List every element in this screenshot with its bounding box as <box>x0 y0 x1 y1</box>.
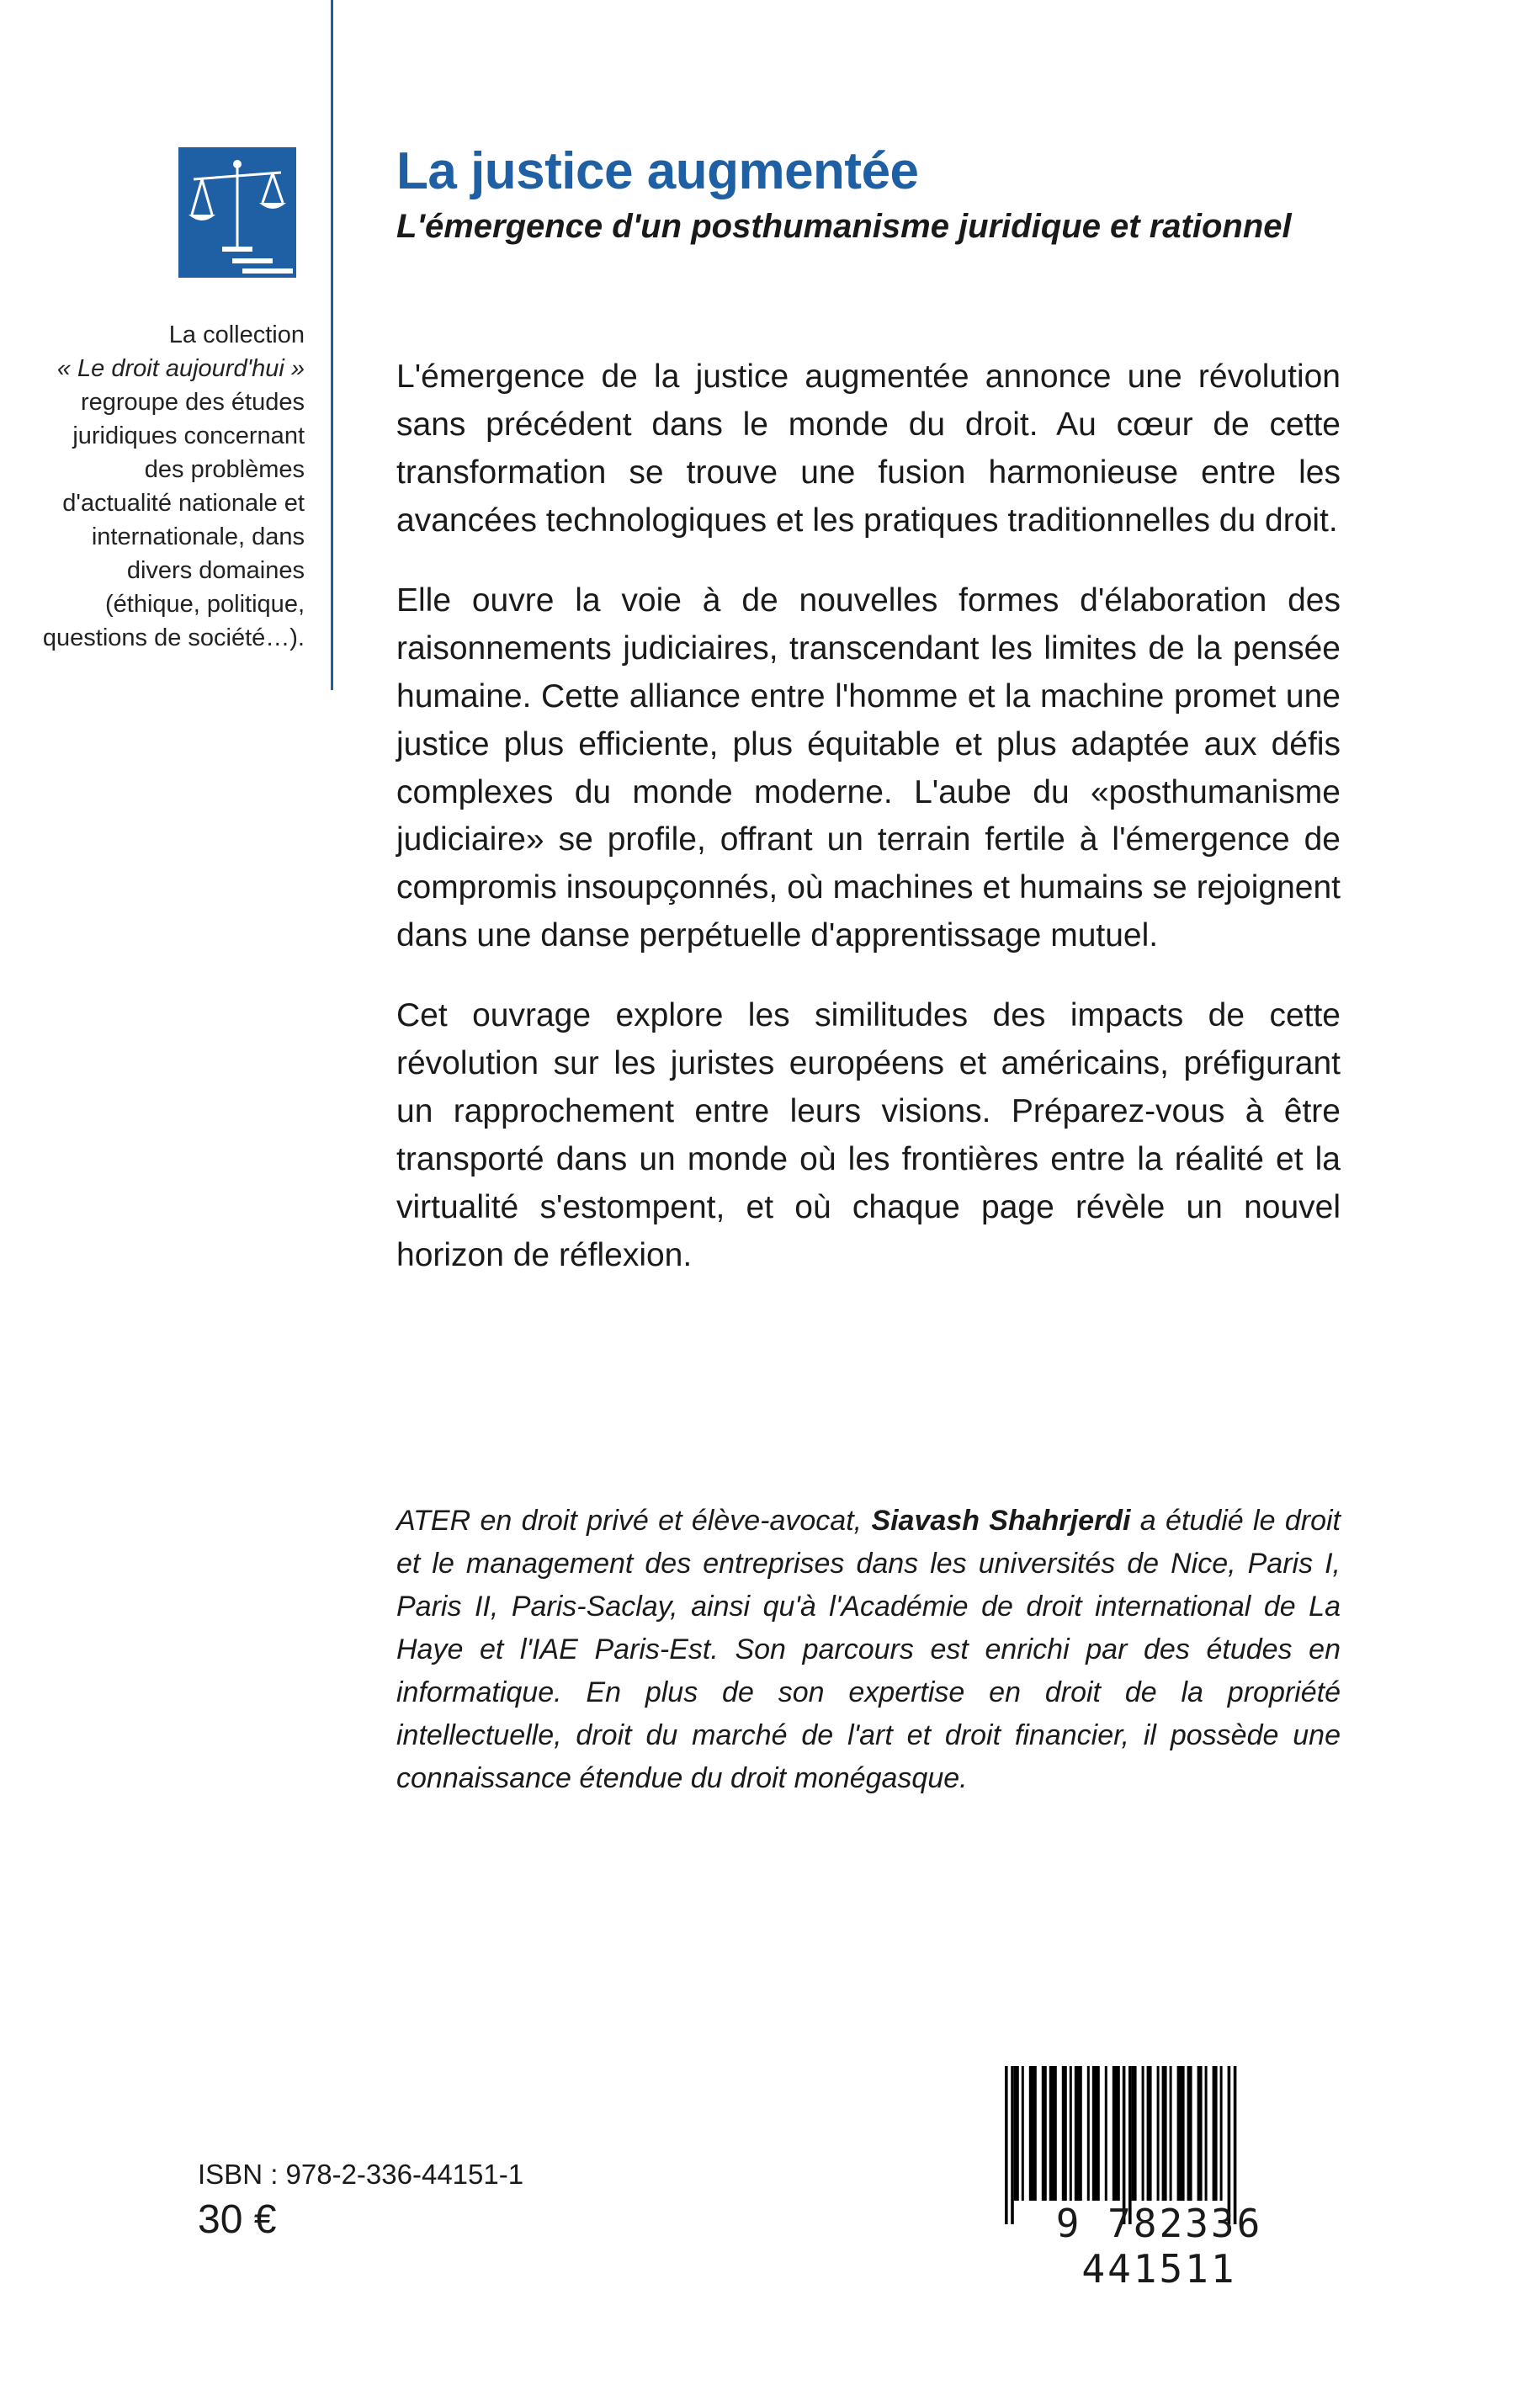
barcode-bar <box>1029 2066 1037 2201</box>
barcode-bar <box>1177 2066 1185 2201</box>
barcode-bar <box>1187 2066 1192 2201</box>
barcode-bar <box>1087 2066 1090 2201</box>
barcode-bar <box>1062 2066 1067 2201</box>
author-name: Siavash Shahrjerdi <box>871 1505 1131 1537</box>
summary-paragraph: Cet ouvrage explore les similitudes des impacts de cette révolution sur les juristes européens et américains, préfigurant un rapprochement entre leurs visions. Préparez-vous à être transporté dans un monde où les frontières entre la réalité et la virtualité s'estompent, et où chaque page révèle un nouvel horizon de réflexion. <box>396 997 1341 1273</box>
isbn: ISBN : 978-2-336-44151-1 <box>198 2159 524 2190</box>
vertical-divider <box>331 0 333 690</box>
barcode-bar <box>1170 2066 1172 2201</box>
barcode-bar <box>1075 2066 1082 2201</box>
collection-name: « Le droit aujourd'hui » <box>56 355 305 383</box>
barcode-bar <box>1162 2066 1167 2201</box>
price: 30 € <box>198 2197 277 2242</box>
barcode-bar <box>1147 2066 1152 2201</box>
barcode-bar <box>1014 2066 1019 2201</box>
book-title: La justice augmentée <box>396 142 919 200</box>
barcode-digits: 9 782336 441511 <box>1055 2201 1263 2292</box>
barcode <box>985 2058 1334 2292</box>
bio-text: a étudié le droit et le management des entreprises dans les universités de Nice, Paris I, Paris II, Paris-Saclay, ainsi qu'à l'Académie de droit international de La Haye et l'IAE Paris-Est. Son parcours est enrichi par des études en informatique. En plus de son expertise en droit de la propriété intellectuelle, droit du marché de l'art et droit financier, il possède une connaissance étendue du droit monégasque. <box>396 1505 1341 1794</box>
summary-paragraph: L'émergence de la justice augmentée annonce une révolution sans précédent dans le monde du droit. Au cœur de cette transformation se trouve une fusion harmonieuse entre les avancées technologiques et les pratiques traditionnelles du droit. <box>396 359 1341 539</box>
barcode-bar <box>1157 2066 1160 2201</box>
barcode-bar <box>1105 2066 1107 2201</box>
summary-paragraph: Elle ouvre la voie à de nouvelles formes d'élaboration des raisonnements judiciaires, transcendant les limites de la pensée humaine. Cette alliance entre l'homme et la machine promet une justice plus efficiente, plus équitable et plus adaptée aux défis complexes du monde moderne. L'aube du «posthumanisme judiciaire» se profile, offrant un terrain fertile à l'émergence de compromis insoupçonnés, où machines et humains se rejoignent dans une danse perpétuelle d'apprentissage mutuel. <box>396 582 1341 954</box>
barcode-bar <box>1042 2066 1047 2201</box>
barcode-bar <box>1213 2066 1218 2201</box>
barcode-bar <box>1113 2066 1120 2201</box>
collection-note <box>34 318 305 655</box>
collection-description: regroupe des études juridiques concernant des problèmes d'actualité nationale et internationale, dans divers domaines (éthique, politique, questions de société…). <box>42 389 305 652</box>
barcode-bar <box>1049 2066 1057 2201</box>
barcode-bar <box>1092 2066 1100 2201</box>
book-summary <box>396 353 1341 1312</box>
barcode-bar <box>1205 2066 1208 2201</box>
barcode-bar <box>1132 2066 1137 2201</box>
book-subtitle: L'émergence d'un posthumanisme juridique et rationnel <box>396 208 1292 245</box>
barcode-bar <box>1142 2066 1144 2201</box>
author-bio <box>396 1500 1341 1800</box>
collection-prefix: La collection <box>168 321 305 348</box>
bio-intro: ATER en droit privé et élève-avocat, <box>396 1505 872 1537</box>
barcode-bar <box>1070 2066 1072 2201</box>
barcode-bar <box>1022 2066 1024 2201</box>
scales-of-justice-logo <box>178 147 296 278</box>
barcode-bar <box>1197 2066 1203 2201</box>
barcode-bar <box>1220 2066 1223 2201</box>
